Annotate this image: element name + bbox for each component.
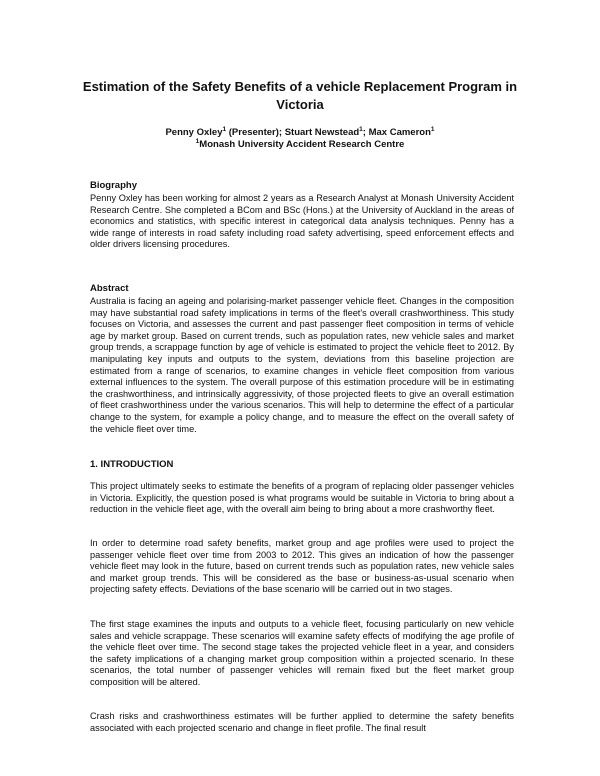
affiliation-marker: 1 (222, 125, 227, 133)
author-name: Max Cameron (368, 127, 431, 138)
abstract-heading: Abstract (90, 283, 129, 294)
abstract-text: Australia is facing an ageing and polarising-market passenger vehicle fleet. Changes in the composition may have substantial road safety implications in terms of the fleet's overall crashworthiness. This study focuses on Victoria, and assesses the current and past passenger fleet composition in terms of vehicle age by market group. Based on current trends, such as population rates, new vehicle sales and market group trends, a scrappage function by age of vehicle is estimated to project the vehicle fleet to 2012. By manipulating key inputs and outputs to the system, deviations from this baseline projection are estimated from a range of scenarios, to examine changes in vehicle fleet composition from various external influences to the system. The overall purpose of this estimation procedure will be in estimating the crashworthiness, and intrinsically aggressivity, of those projected fleets to give an overall estimation of fleet crashworthiness under the various scenarios. This will help to determine the effect of a particular change to the system, for example a policy change, and to measure the effect on the overall safety of the vehicle fleet over time. (90, 296, 514, 434)
introduction-paragraph-1: This project ultimately seeks to estimate the benefits of a program of replacing older passenger vehicles in Victoria. Explicitly, the question posed is what programs would be suitable in Victoria to bring about a reduction in the vehicle fleet age, with the overall aim being to bring about a more crashworthy fleet. (90, 481, 514, 515)
biography-text: Penny Oxley has been working for almost 2 years as a Research Analyst at Monash University Accident Research Centre. She completed a BCom and BSc (Hons.) at the University of Auckland in the areas of economics and statistics, with specific interest in categorical data analysis techniques. Penny has a wide range of interests in road safety including road safety advertising, speed enforcement effects and older drivers licensing procedures. (90, 193, 514, 250)
paper-title: Estimation of the Safety Benefits of a vehicle Replacement Program in Victoria (82, 79, 518, 112)
biography-heading: Biography (90, 180, 137, 191)
introduction-paragraph-4: Crash risks and crashworthiness estimates will be further applied to determine the safety benefits associated with each projected scenario and change in fleet profile. The final result (90, 711, 514, 733)
affiliation-marker: 1 (430, 125, 435, 133)
author-line (70, 127, 530, 139)
affiliation-line (70, 139, 530, 151)
author-role: (Presenter); (226, 127, 285, 138)
author-block (70, 127, 530, 151)
affiliation-marker: 1 (195, 137, 200, 145)
affiliation-marker: 1 (359, 125, 363, 133)
introduction-heading: 1. INTRODUCTION (90, 459, 174, 470)
author-separator: ; (362, 127, 369, 138)
introduction-paragraph-3: The first stage examines the inputs and outputs to a vehicle fleet, focusing particularly on new vehicle sales and vehicle scrappage. These scenarios will examine safety effects of modifying the age profile of the vehicle fleet over time. The second stage takes the projected vehicle fleet in a year, and considers the safety implications of a changing market group composition within a projected scenario. In these scenarios, the total number of passenger vehicles will remain fixed but the fleet market group composition will be altered. (90, 619, 514, 687)
author-name: Penny Oxley (165, 127, 223, 138)
introduction-paragraph-2: In order to determine road safety benefits, market group and age profiles were used to project the passenger vehicle fleet over time from 2003 to 2012. This gives an indication of how the passenger vehicle fleet may look in the future, based on current trends such as population rates, new vehicle sales and market group trends. This will be considered as the base or business-as-usual scenario when projecting safety effects. Deviations of the base scenario will be carried out in two stages. (90, 538, 514, 595)
affiliation: Monash University Accident Research Centre (199, 139, 405, 150)
author-name: Stuart Newstead (284, 127, 360, 138)
